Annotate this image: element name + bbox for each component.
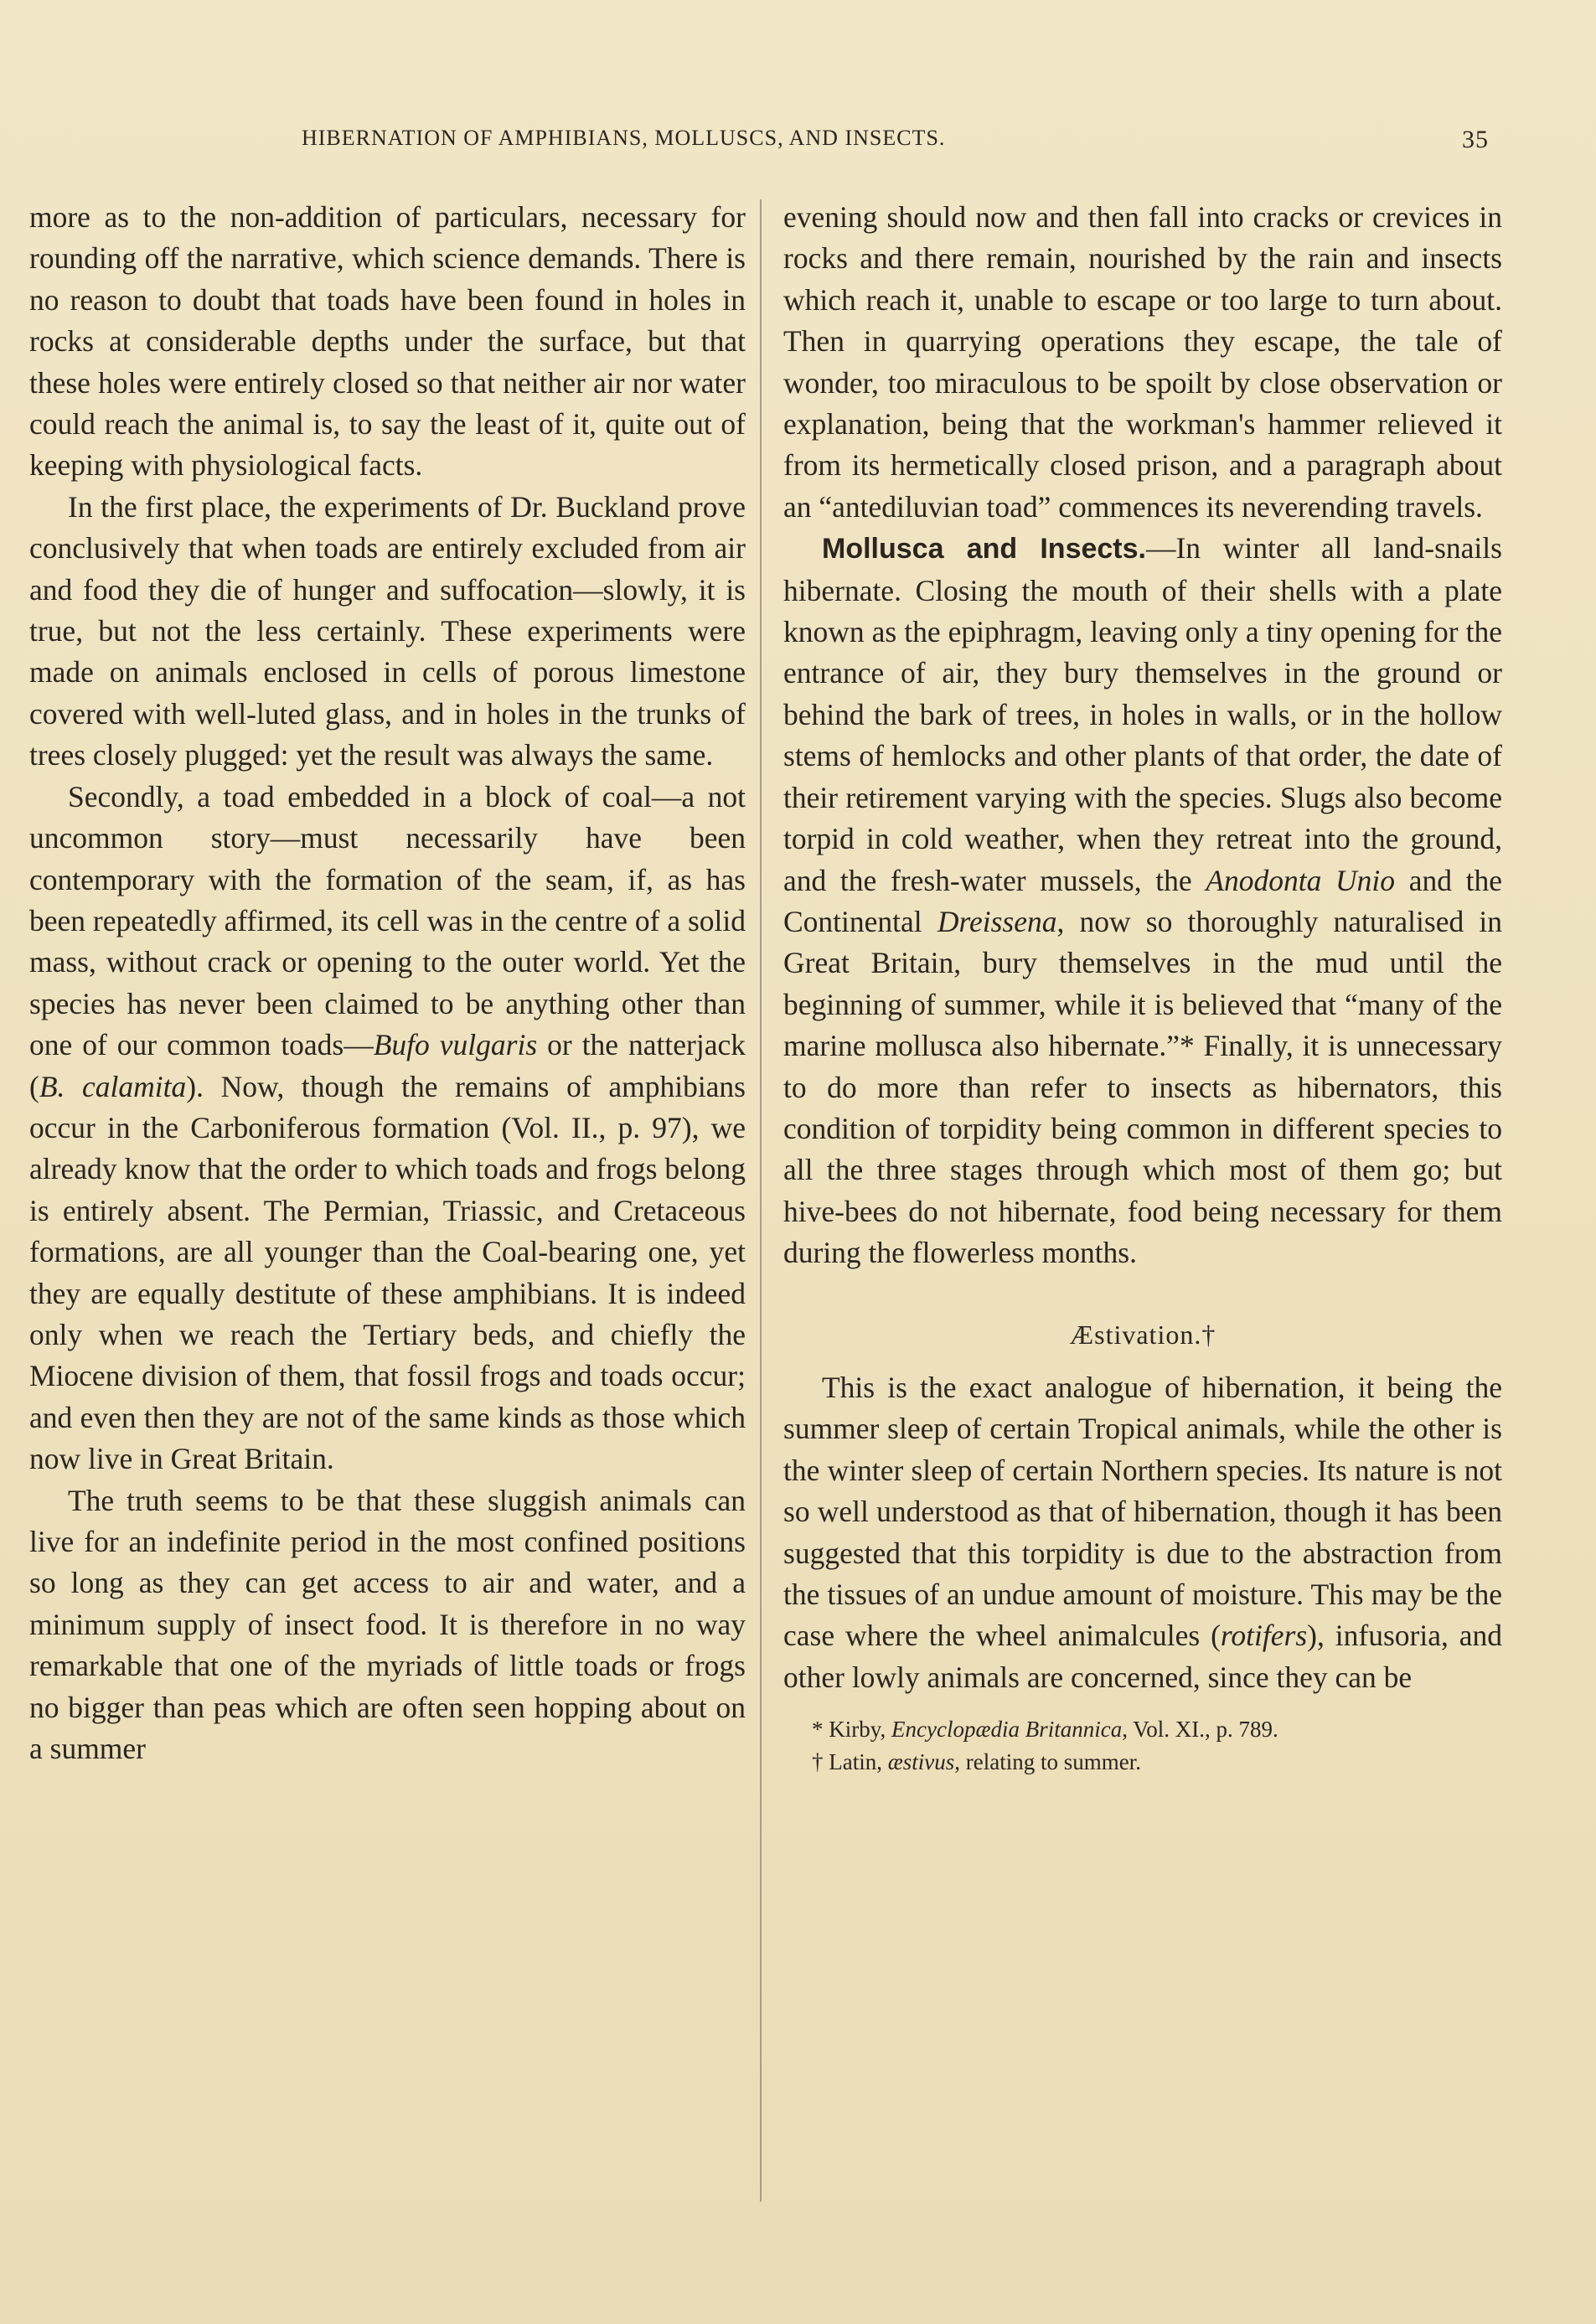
footnotes: [783, 1713, 1502, 1779]
paragraph: [783, 528, 1502, 1273]
page-header: [0, 126, 1596, 159]
footnote: [783, 1746, 1502, 1779]
text-run: , relating to summer.: [954, 1749, 1141, 1775]
text-run: , now so thoroughly naturalised in Great Britain, bury themselves in the mud until the beginning of summer, while it is believed that “many of the marine mollusca also hibernate.”* Finally, it is unnecessary to do more than refer to insects as hibernators, this condition of torpidity being common in different species to all the three stages through which most of them go; but hive-bees do not hibernate, food being necessary for them during the flowerless months.: [783, 904, 1502, 1270]
footnote-title: Encyclopædia Britannica: [891, 1717, 1123, 1743]
paragraph: more as to the non-addition of particulars, necessary for rounding off the narrative, which science demands. There is no reason to doubt that toads have been found in holes in rocks at considerable depths under the surface, but that these holes were entirely closed so that neither air nor water could reach the animal is, to say the least of it, quite out of keeping with physiological facts.: [29, 200, 746, 483]
text-run: † Latin,: [812, 1749, 888, 1775]
column-divider: [760, 199, 762, 2202]
section-title: Æstivation.†: [1069, 1319, 1216, 1350]
footnote: [783, 1713, 1502, 1746]
text-run: , Vol. XI., p. 789.: [1122, 1717, 1278, 1743]
paragraph: In the first place, the experiments of Dr. Buckland prove conclusively that when toads are entirely excluded from air and food they die of hunger and suffocation—slowly, it is true, but not the less certainly. These experiments were made on animals enclosed in cells of porous limestone covered with well-luted glass, and in holes in the trunks of trees closely plugged: yet the result was always the same.: [29, 489, 746, 772]
text-run: or the natterjack (: [29, 1028, 746, 1103]
species-name: Dreissena: [937, 904, 1057, 938]
text-run: ). Now, though the remains of amphibians occur in the Carboniferous formation (Vol. II., p. 97), we already know that the order to which toads and frogs belong is entirely absent. The Permian, Triassic, and Cretaceous formations, are all younger than the Coal-bearing one, yet they are equally destitute of these amphibians. It is indeed only when we reach the Tertiary beds, and chiefly the Miocene division of them, that fossil frogs and toads occur; and even then they are not of the same kinds as those which now live in Great Britain.: [29, 1069, 746, 1476]
subsection-heading: Mollusca and Insects.: [822, 533, 1146, 566]
italic-term: rotifers: [1220, 1619, 1308, 1653]
running-title: HIBERNATION OF AMPHIBIANS, MOLLUSCS, AND INSECTS.: [302, 126, 946, 150]
right-column: [783, 197, 1502, 1779]
species-name: Bufo vulgaris: [373, 1028, 538, 1062]
paragraph: The truth seems to be that these sluggish animals can live for an indefinite period in the most confined positions so long as they can get access to air and water, and a minimum supply of insect food. It is therefore in no way remarkable that one of the myriads of little toads or frogs no bigger than peas which are often seen hopping about on a summer: [29, 1483, 746, 1766]
text-run: * Kirby,: [812, 1717, 891, 1743]
paragraph: evening should now and then fall into cracks or crevices in rocks and there remain, nourished by the rain and insects which reach it, unable to escape or too large to turn about. Then in quarrying operations they escape, the tale of wonder, too miraculous to be spoilt by close observation or explanation, being that the workman's hammer relieved it from its hermetically closed prison, and a paragraph about an “antediluvian toad” commences its neverending travels.: [783, 200, 1502, 524]
species-name: B. calamita: [39, 1069, 187, 1103]
paragraph: [783, 1367, 1502, 1698]
text-run: and the Continental: [783, 863, 1502, 938]
species-name: Anodonta Unio: [1206, 863, 1396, 897]
left-column: [29, 197, 746, 1769]
page-number: 35: [1462, 126, 1489, 153]
text-run: ), infusoria, and other lowly animals are concerned, since they can be: [783, 1619, 1502, 1694]
text-run: Secondly, a toad embedded in a block of coal—a not uncommon story—must necessarily have been contemporary with the formation of the seam, if, as has been repeatedly affirmed, its cell was in the centre of a solid mass, without crack or opening to the outer world. Yet the species has never been claimed to be anything other than one of our common toads—: [29, 779, 746, 1062]
footnote-term: æstivus: [887, 1749, 955, 1775]
text-run: This is the exact analogue of hibernation, it being the summer sleep of certain Tropical animals, while the other is the winter sleep of certain Northern species. Its nature is not so well understood as that of hibernation, though it has been suggested that this torpidity is due to the abstraction from the tissues of an undue amount of moisture. This may be the case where the wheel animalcules (: [783, 1370, 1502, 1653]
paragraph: [29, 777, 746, 1480]
text-run: —In winter all land-snails hibernate. Closing the mouth of their shells with a plate known as the epiphragm, leaving only a tiny opening for the entrance of air, they bury themselves in the ground or behind the bark of trees, in holes in walls, or in the hollow stems of hemlocks and other plants of that order, the date of their retirement varying with the species. Slugs also become torpid in cold weather, when they retreat into the ground, and the fresh-water mussels, the: [783, 531, 1502, 897]
